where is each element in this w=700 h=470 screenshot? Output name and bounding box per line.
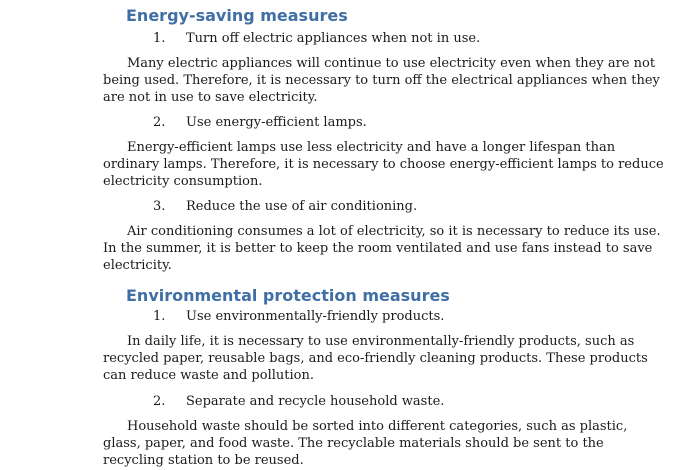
list-item-text: Use environmentally-friendly products. xyxy=(186,309,445,324)
paragraph-line: In the summer, it is better to keep the room ventilated and use fans instead to save xyxy=(103,241,653,256)
list-item-number: 1. xyxy=(153,31,166,46)
list-item-title xyxy=(153,114,367,132)
list-item-title xyxy=(153,393,444,411)
paragraph-line: glass, paper, and food waste. The recyclable materials should be sent to the xyxy=(103,436,604,451)
list-item-title xyxy=(153,308,444,326)
paragraph-line: being used. Therefore, it is necessary to turn off the electrical appliances when they xyxy=(103,73,660,88)
paragraph-line: Household waste should be sorted into different categories, such as plastic, xyxy=(127,419,628,434)
paragraph xyxy=(103,333,648,384)
section-heading-environmental-protection: Environmental protection measures xyxy=(126,286,450,305)
paragraph xyxy=(103,223,661,274)
list-item-text: Use energy-efficient lamps. xyxy=(186,115,367,130)
paragraph-line: Many electric appliances will continue to use electricity even when they are not xyxy=(127,56,656,71)
paragraph-line: are not in use to save electricity. xyxy=(103,90,318,105)
list-item-title xyxy=(153,198,417,216)
paragraph-line: electricity consumption. xyxy=(103,174,263,189)
paragraph-line: recycling station to be reused. xyxy=(103,453,304,468)
paragraph-line: Air conditioning consumes a lot of electricity, so it is necessary to reduce its use. xyxy=(127,224,661,239)
section-heading-energy-saving: Energy-saving measures xyxy=(126,6,348,25)
paragraph xyxy=(103,55,660,106)
paragraph-line: can reduce waste and pollution. xyxy=(103,368,314,383)
paragraph-line: In daily life, it is necessary to use environmentally-friendly products, such as xyxy=(127,334,635,349)
list-item-text: Turn off electric appliances when not in use. xyxy=(186,31,481,46)
list-item-text: Separate and recycle household waste. xyxy=(186,394,445,409)
list-item-number: 3. xyxy=(153,199,166,214)
paragraph xyxy=(103,139,664,190)
paragraph-line: electricity. xyxy=(103,258,172,273)
list-item-number: 2. xyxy=(153,394,166,409)
paragraph-line: ordinary lamps. Therefore, it is necessary to choose energy-efficient lamps to reduce xyxy=(103,157,664,172)
list-item-number: 1. xyxy=(153,309,166,324)
paragraph-line: Energy-efficient lamps use less electricity and have a longer lifespan than xyxy=(127,140,616,155)
list-item-number: 2. xyxy=(153,115,166,130)
list-item-text: Reduce the use of air conditioning. xyxy=(186,199,418,214)
paragraph xyxy=(103,418,628,469)
list-item-title xyxy=(153,30,480,48)
paragraph-line: recycled paper, reusable bags, and eco-friendly cleaning products. These products xyxy=(103,351,648,366)
